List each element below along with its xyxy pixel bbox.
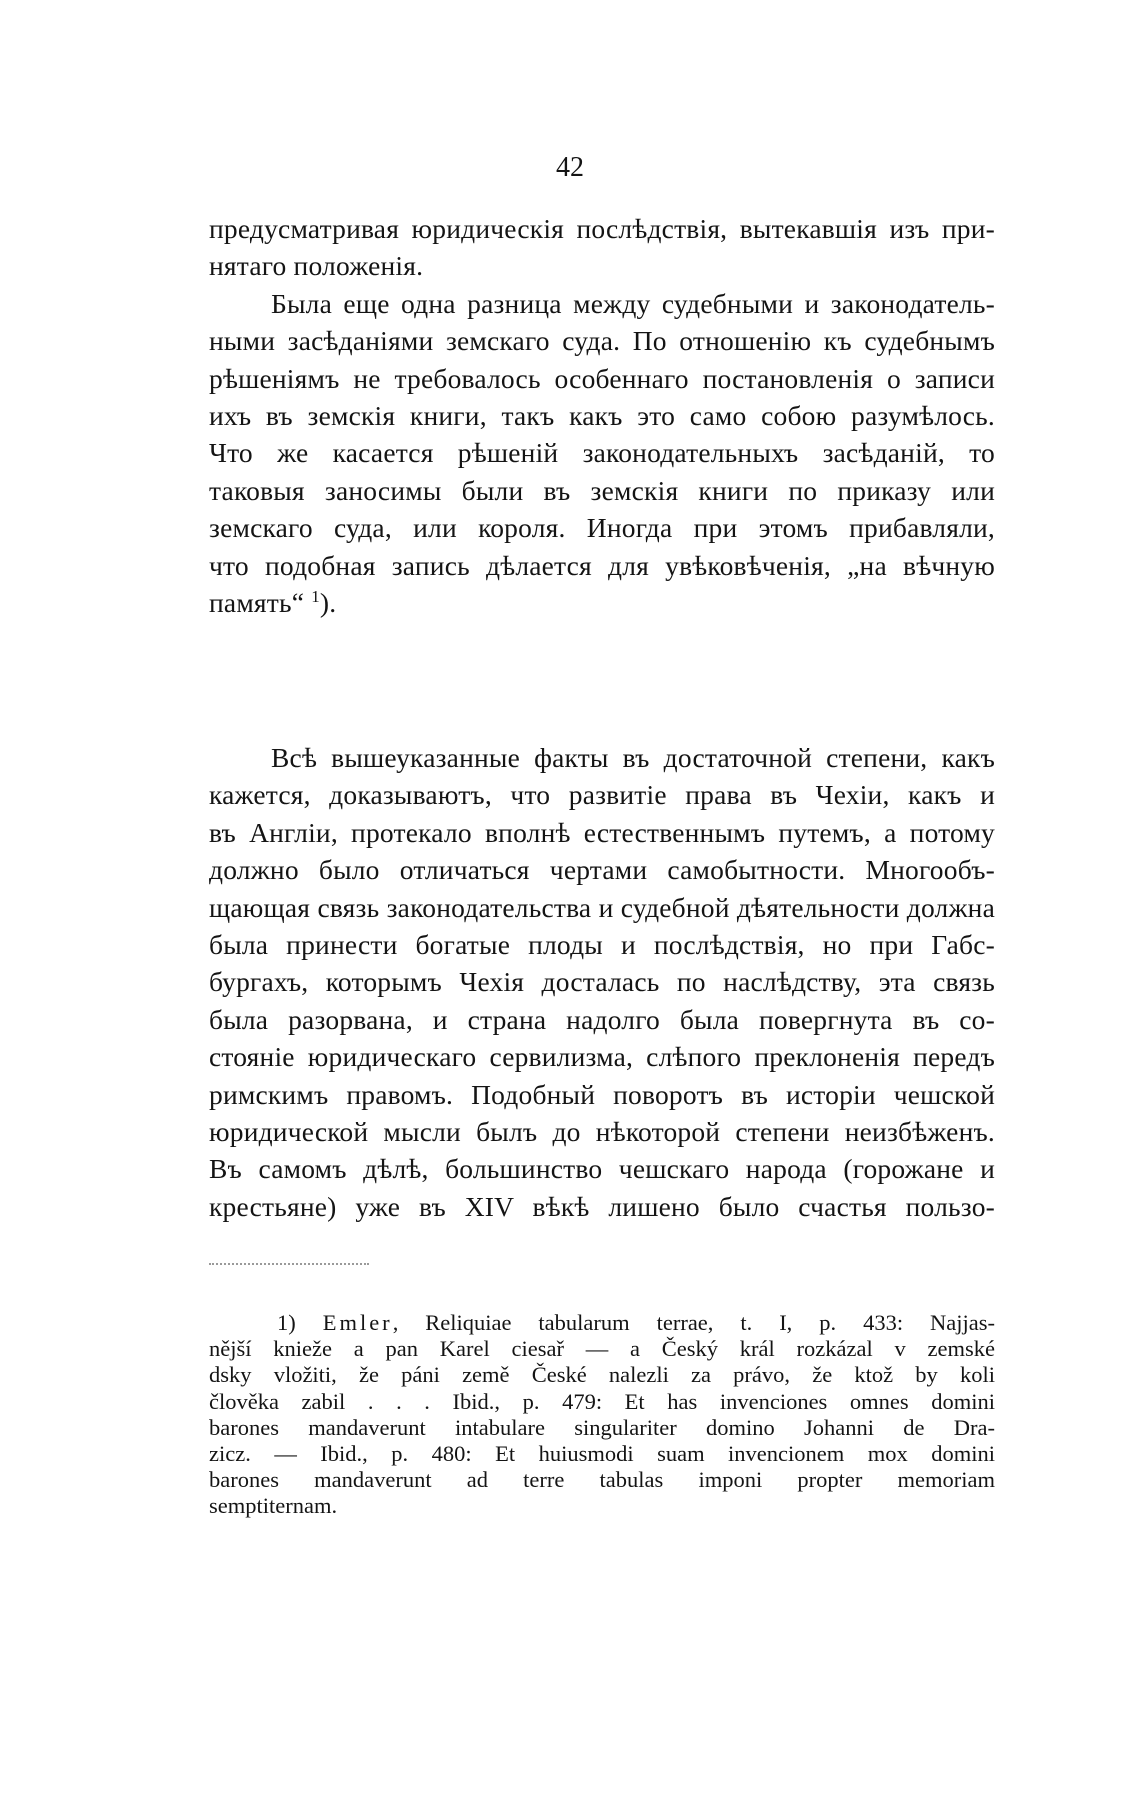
footnote-line-6: zicz. — Ibid., p. 480: Et huiusmodi suam invencionem mox domini xyxy=(209,1441,995,1467)
paragraph-3-line-13: крестьяне) уже въ XIV вѣкѣ лишено было счастья пользо- xyxy=(209,1190,995,1222)
paragraph-2-line-8: что подобная запись дѣлается для увѣковѣченія, „на вѣчную xyxy=(209,549,995,581)
footnote-line-7: barones mandaverunt ad terre tabulas imponi propter memoriam xyxy=(209,1467,995,1493)
paragraph-2-line-3: рѣшеніямъ не требовалось особеннаго постановленія о записи xyxy=(209,362,995,394)
paragraph-3-line-8: была разорвана, и страна надолго была повергнута въ со- xyxy=(209,1003,995,1035)
footnote-marker: 1) xyxy=(277,1310,296,1335)
paragraph-3-line-7: бургахъ, которымъ Чехія досталась по наслѣдству, эта связь xyxy=(209,966,995,998)
paragraph-3-line-6: была принести богатые плоды и послѣдствія, но при Габс- xyxy=(209,929,995,961)
paragraph-3-line-12: Въ самомъ дѣлѣ, большинство чешскаго народа (горожане и xyxy=(209,1153,995,1185)
body-text-top xyxy=(209,210,995,621)
paragraph-2-line-5: Что же касается рѣшеній законодательныхъ засѣданій, то xyxy=(209,437,995,469)
footnote-line-1 xyxy=(209,1310,995,1336)
paragraph-2-line-9-text: память“ xyxy=(209,587,305,619)
footnotes xyxy=(209,1310,995,1520)
paragraph-2-line-9 xyxy=(209,584,995,621)
paragraph-3-line-9: стояніе юридическаго сервилизма, слѣпого преклоненія передъ xyxy=(209,1041,995,1073)
footnote-line-5: barones mandaverunt intabulare singulariter domino Johanni de Dra- xyxy=(209,1414,995,1440)
paragraph-1-line-1: предусматривая юридическія послѣдствія, вытекавшія изъ при- xyxy=(209,213,995,244)
paragraph-3-line-2: кажется, доказываютъ, что развитіе права въ Чехіи, какъ и xyxy=(209,779,995,811)
paragraph-3-line-3: въ Англіи, протекало вполнѣ естественнымъ путемъ, а потому xyxy=(209,816,995,848)
footnote-line-3: dsky vložiti, že páni země České nalezli za právo, že ktož by koli xyxy=(209,1362,995,1388)
body-text-middle xyxy=(209,739,995,1225)
footnote-reference: 1 xyxy=(311,586,320,606)
paragraph-3-line-11: юридической мысли былъ до нѣкоторой степени неизбѣженъ. xyxy=(209,1116,995,1148)
paragraph-3-line-10: римскимъ правомъ. Подобный поворотъ въ исторіи чешской xyxy=(209,1078,995,1110)
paragraph-2-line-6: таковыя заносимы были въ земскія книги по приказу или xyxy=(209,474,995,506)
paragraph-2-line-2: ными засѣданіями земскаго суда. По отношенію къ судебнымъ xyxy=(209,325,995,357)
footnote-line-8: semptiternam. xyxy=(209,1493,338,1519)
paragraph-3-line-1: Всѣ вышеуказанные факты въ достаточной степени, какъ xyxy=(271,742,995,773)
footnote-author: Emler xyxy=(322,1310,393,1335)
footnote-line-2: nější kniežе a pan Karel ciesař — a Český král rozkázal v zemské xyxy=(209,1336,995,1362)
paragraph-3-line-4: должно было отличаться чертами самобытности. Многообъ- xyxy=(209,854,995,886)
footnote-divider xyxy=(209,1263,369,1265)
paragraph-2-line-7: земскаго суда, или короля. Иногда при этомъ прибавляли, xyxy=(209,512,995,544)
footnote-line-1-text: , Reliquiae tabularum terrae, t. I, p. 433: Najjas- xyxy=(392,1310,996,1335)
page-number: 42 xyxy=(556,152,584,183)
paragraph-1-line-2: нятаго положенія. xyxy=(209,250,424,282)
paragraph-3-line-5: щающая связь законодательства и судебной дѣятельности должна xyxy=(209,891,995,923)
paragraph-2-line-1: Была еще одна разница между судебными и законодатель- xyxy=(271,287,995,319)
footnote-line-4: člověka zabil . . . Ibid., p. 479: Et has invenciones omnes domini xyxy=(209,1388,995,1414)
paragraph-2-line-4: ихъ въ земскія книги, такъ какъ это само собою разумѣлось. xyxy=(209,400,995,432)
paragraph-2-tail: ). xyxy=(319,587,337,619)
